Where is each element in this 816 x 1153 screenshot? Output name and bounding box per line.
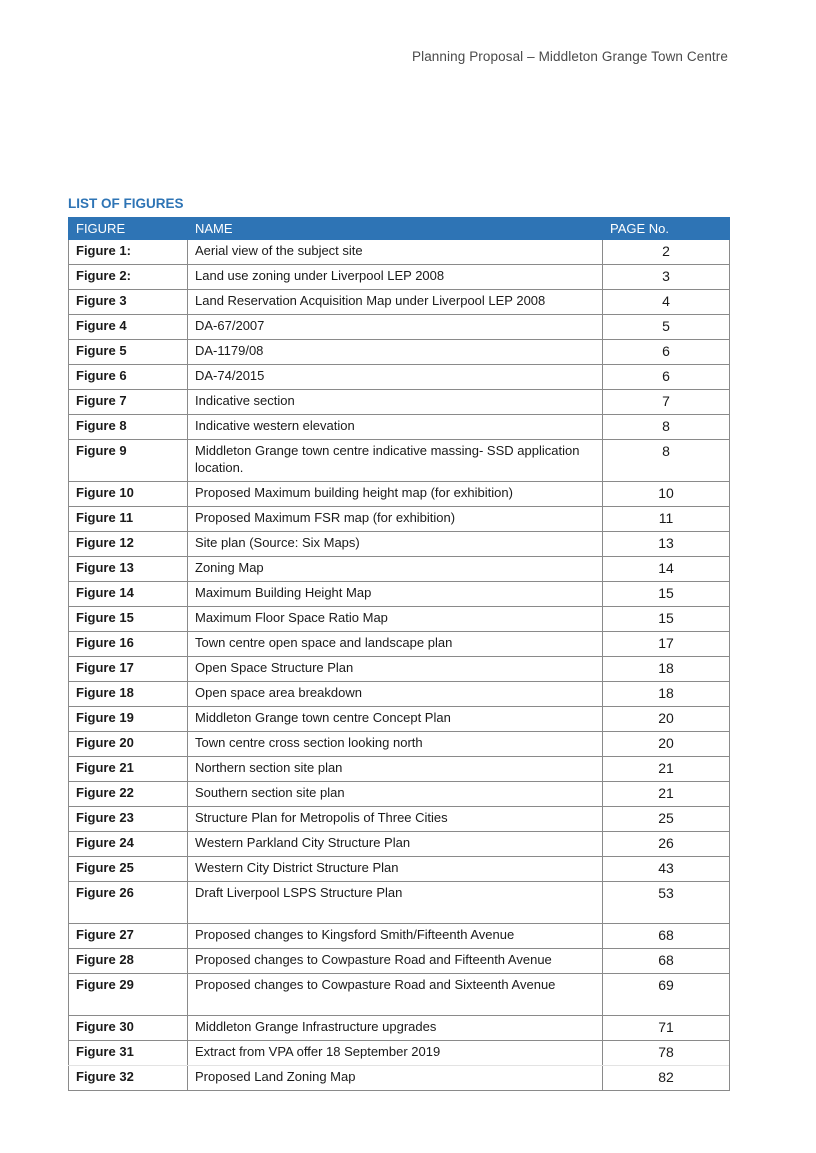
column-header-figure: FIGURE (69, 218, 188, 240)
figure-name-cell: Open space area breakdown (188, 682, 603, 707)
figure-name-cell: DA-74/2015 (188, 365, 603, 390)
table-row (69, 924, 730, 949)
page-number-cell: 15 (603, 607, 730, 632)
page-number-cell: 53 (603, 882, 730, 924)
page-number-cell: 8 (603, 415, 730, 440)
page-number-cell: 20 (603, 732, 730, 757)
figure-name-cell: Town centre cross section looking north (188, 732, 603, 757)
figure-name-cell: Land use zoning under Liverpool LEP 2008 (188, 265, 603, 290)
figure-name-cell: Proposed Maximum building height map (for exhibition) (188, 482, 603, 507)
page-number-cell: 2 (603, 240, 730, 265)
page-number-cell: 18 (603, 682, 730, 707)
figure-number-cell: Figure 9 (69, 440, 188, 482)
figure-number-cell: Figure 11 (69, 507, 188, 532)
figure-number-cell: Figure 13 (69, 557, 188, 582)
page-number-cell: 25 (603, 807, 730, 832)
figure-number-cell: Figure 4 (69, 315, 188, 340)
table-row (69, 707, 730, 732)
figure-number-cell: Figure 16 (69, 632, 188, 657)
figure-number-cell: Figure 14 (69, 582, 188, 607)
page-number-cell: 82 (603, 1066, 730, 1091)
figure-number-cell: Figure 6 (69, 365, 188, 390)
figure-number-cell: Figure 12 (69, 532, 188, 557)
figure-number-cell: Figure 10 (69, 482, 188, 507)
page-number-cell: 13 (603, 532, 730, 557)
page-number-cell: 20 (603, 707, 730, 732)
page-number-cell: 6 (603, 365, 730, 390)
figure-name-cell: Proposed changes to Kingsford Smith/Fifteenth Avenue (188, 924, 603, 949)
figure-number-cell: Figure 28 (69, 949, 188, 974)
table-row (69, 482, 730, 507)
figure-name-cell: Western City District Structure Plan (188, 857, 603, 882)
table-row (69, 582, 730, 607)
column-header-name: NAME (188, 218, 603, 240)
figure-number-cell: Figure 18 (69, 682, 188, 707)
figure-name-cell: Indicative western elevation (188, 415, 603, 440)
table-row (69, 415, 730, 440)
page-number-cell: 43 (603, 857, 730, 882)
table-row (69, 807, 730, 832)
table-row (69, 974, 730, 1016)
figure-name-cell: Middleton Grange town centre indicative massing- SSD application location. (188, 440, 603, 482)
table-row (69, 607, 730, 632)
table-row (69, 532, 730, 557)
page-number-cell: 11 (603, 507, 730, 532)
table-row (69, 507, 730, 532)
page-number-cell: 17 (603, 632, 730, 657)
figure-name-cell: Draft Liverpool LSPS Structure Plan (188, 882, 603, 924)
page-number-cell: 5 (603, 315, 730, 340)
figure-number-cell: Figure 27 (69, 924, 188, 949)
figure-number-cell: Figure 7 (69, 390, 188, 415)
table-row (69, 657, 730, 682)
table-row (69, 1066, 730, 1091)
table-row (69, 757, 730, 782)
figure-name-cell: Land Reservation Acquisition Map under Liverpool LEP 2008 (188, 290, 603, 315)
figure-number-cell: Figure 3 (69, 290, 188, 315)
page-number-cell: 15 (603, 582, 730, 607)
figure-name-cell: Southern section site plan (188, 782, 603, 807)
figure-name-cell: Town centre open space and landscape plan (188, 632, 603, 657)
figure-number-cell: Figure 2: (69, 265, 188, 290)
figure-name-cell: Aerial view of the subject site (188, 240, 603, 265)
table-row (69, 290, 730, 315)
figure-name-cell: Proposed Land Zoning Map (188, 1066, 603, 1091)
figure-name-cell: Maximum Building Height Map (188, 582, 603, 607)
figure-name-cell: Structure Plan for Metropolis of Three Cities (188, 807, 603, 832)
table-row (69, 949, 730, 974)
figure-name-cell: Maximum Floor Space Ratio Map (188, 607, 603, 632)
page-number-cell: 18 (603, 657, 730, 682)
figure-number-cell: Figure 30 (69, 1016, 188, 1041)
figure-name-cell: DA-67/2007 (188, 315, 603, 340)
figure-number-cell: Figure 32 (69, 1066, 188, 1091)
figure-number-cell: Figure 15 (69, 607, 188, 632)
table-row (69, 340, 730, 365)
figure-name-cell: Proposed Maximum FSR map (for exhibition) (188, 507, 603, 532)
figure-number-cell: Figure 21 (69, 757, 188, 782)
figure-name-cell: Proposed changes to Cowpasture Road and Fifteenth Avenue (188, 949, 603, 974)
page-number-cell: 78 (603, 1041, 730, 1066)
table-row (69, 1016, 730, 1041)
figure-number-cell: Figure 24 (69, 832, 188, 857)
table-row (69, 557, 730, 582)
list-of-figures-heading: LIST OF FIGURES (68, 196, 184, 211)
figure-number-cell: Figure 26 (69, 882, 188, 924)
figure-number-cell: Figure 19 (69, 707, 188, 732)
page-number-cell: 21 (603, 782, 730, 807)
table-row (69, 882, 730, 924)
footer-divider (68, 1065, 729, 1066)
page-number-cell: 68 (603, 949, 730, 974)
table-row (69, 440, 730, 482)
figure-name-cell: Western Parkland City Structure Plan (188, 832, 603, 857)
figure-name-cell: Indicative section (188, 390, 603, 415)
table-row (69, 832, 730, 857)
page-number-cell: 10 (603, 482, 730, 507)
figure-number-cell: Figure 20 (69, 732, 188, 757)
table-row (69, 1041, 730, 1066)
figure-name-cell: DA-1179/08 (188, 340, 603, 365)
table-header-row (69, 218, 730, 240)
figure-number-cell: Figure 17 (69, 657, 188, 682)
figure-number-cell: Figure 5 (69, 340, 188, 365)
table-row (69, 240, 730, 265)
table-row (69, 315, 730, 340)
figure-name-cell: Extract from VPA offer 18 September 2019 (188, 1041, 603, 1066)
column-header-page: PAGE No. (603, 218, 730, 240)
page-number-cell: 8 (603, 440, 730, 482)
figure-number-cell: Figure 31 (69, 1041, 188, 1066)
figure-name-cell: Middleton Grange town centre Concept Plan (188, 707, 603, 732)
figure-number-cell: Figure 25 (69, 857, 188, 882)
page-number-cell: 6 (603, 340, 730, 365)
table-row (69, 365, 730, 390)
figure-number-cell: Figure 22 (69, 782, 188, 807)
page-number-cell: 68 (603, 924, 730, 949)
table-row (69, 732, 730, 757)
page-number-cell: 21 (603, 757, 730, 782)
figure-name-cell: Open Space Structure Plan (188, 657, 603, 682)
table-row (69, 857, 730, 882)
figure-number-cell: Figure 23 (69, 807, 188, 832)
figure-name-cell: Site plan (Source: Six Maps) (188, 532, 603, 557)
page-number-cell: 7 (603, 390, 730, 415)
page-number-cell: 3 (603, 265, 730, 290)
figure-number-cell: Figure 29 (69, 974, 188, 1016)
figure-name-cell: Northern section site plan (188, 757, 603, 782)
page-number-cell: 71 (603, 1016, 730, 1041)
figure-name-cell: Middleton Grange Infrastructure upgrades (188, 1016, 603, 1041)
table-row (69, 265, 730, 290)
table-row (69, 390, 730, 415)
page-header: Planning Proposal – Middleton Grange Town Centre (412, 49, 728, 64)
table-row (69, 782, 730, 807)
figure-name-cell: Zoning Map (188, 557, 603, 582)
page-number-cell: 69 (603, 974, 730, 1016)
page-number-cell: 26 (603, 832, 730, 857)
table-row (69, 632, 730, 657)
table-row (69, 682, 730, 707)
figure-number-cell: Figure 8 (69, 415, 188, 440)
figure-name-cell: Proposed changes to Cowpasture Road and Sixteenth Avenue (188, 974, 603, 1016)
page-number-cell: 14 (603, 557, 730, 582)
figure-number-cell: Figure 1: (69, 240, 188, 265)
figures-table (68, 217, 730, 1091)
page-number-cell: 4 (603, 290, 730, 315)
